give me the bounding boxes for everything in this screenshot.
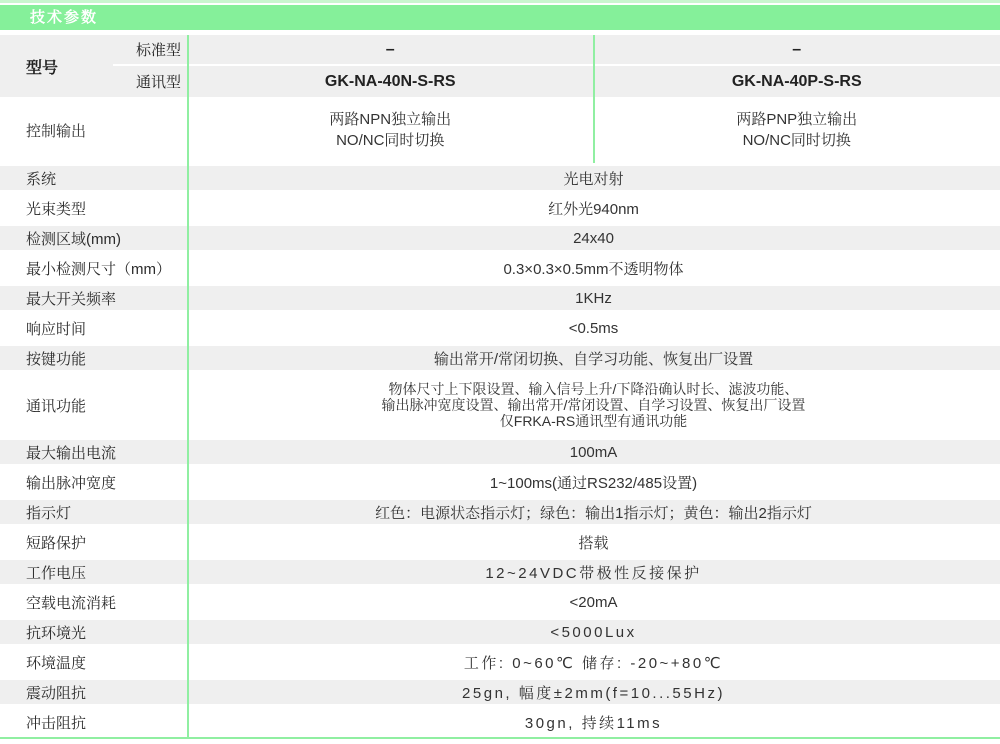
label-column-divider	[187, 35, 189, 737]
spec-value: 输出常开/常闭切换、自学习功能、恢复出厂设置	[433, 350, 754, 368]
spec-row-button-function	[0, 343, 1000, 373]
spec-row-beam-type	[0, 193, 1000, 223]
spec-label: 光束类型	[26, 200, 87, 218]
model-subrow-comm	[113, 66, 1000, 97]
control-output-line: NO/NC同时切换	[336, 132, 445, 149]
model-row-label: 型号	[26, 59, 59, 77]
control-output-col2	[594, 109, 1000, 151]
spec-label: 最大输出电流	[26, 444, 117, 462]
spec-value: 1KHz	[575, 289, 612, 307]
spec-value: 红外光940nm	[548, 200, 639, 218]
spec-row-vibration	[0, 677, 1000, 707]
spec-label: 按键功能	[26, 350, 87, 368]
spec-row-comm-function	[0, 373, 1000, 437]
model-subrows	[113, 35, 1000, 97]
spec-value: 1~100ms(通过RS232/485设置)	[489, 474, 698, 492]
spec-label: 工作电压	[26, 564, 87, 582]
spec-value: 12~24VDC带极性反接保护	[485, 564, 702, 582]
spec-value: 24x40	[573, 229, 614, 247]
spec-value: 25gn, 幅度±2mm(f=10...55Hz)	[462, 684, 725, 702]
model-name-col1: GK-NA-40N-S-RS	[324, 72, 456, 90]
section-title: 技术参数	[30, 9, 99, 26]
spec-value: 搭载	[578, 534, 609, 552]
spec-label: 响应时间	[26, 320, 87, 338]
spec-row-max-switch-freq	[0, 283, 1000, 313]
spec-row-output-pulse-width	[0, 467, 1000, 497]
spec-row-max-output-current	[0, 437, 1000, 467]
spec-value	[187, 381, 1000, 429]
spec-row-ambient-temp	[0, 647, 1000, 677]
spec-label: 最小检测尺寸（mm）	[26, 260, 171, 278]
spec-value: 30gn, 持续11ms	[524, 714, 663, 732]
spec-row-shock	[0, 707, 1000, 737]
spec-row-response-time	[0, 313, 1000, 343]
spec-label: 控制输出	[26, 122, 87, 140]
comm-function-line: 物体尺寸上下限设置、输入信号上升/下降沿确认时长、滤波功能、	[388, 381, 799, 397]
spec-row-short-circuit	[0, 527, 1000, 557]
spec-value: <5000Lux	[550, 623, 637, 641]
spec-label: 环境温度	[26, 654, 87, 672]
section-title-bar	[0, 5, 1000, 30]
spec-table	[0, 35, 1000, 739]
spec-label: 震动阻抗	[26, 684, 87, 702]
spec-value: 光电对射	[563, 170, 624, 188]
spec-value: <0.5ms	[568, 319, 619, 337]
spec-label: 抗环境光	[26, 624, 87, 642]
spec-value: <20mA	[569, 593, 618, 611]
model-type-label: 标准型	[135, 42, 181, 59]
control-output-line: 两路NPN独立输出	[329, 111, 452, 128]
spec-value: 100mA	[569, 443, 618, 461]
spec-label: 空载电流消耗	[26, 594, 117, 612]
spec-value: 0.3×0.3×0.5mm不透明物体	[503, 260, 684, 278]
model-subrow-standard	[113, 35, 1000, 66]
spec-row-system	[0, 163, 1000, 193]
model-row	[0, 35, 1000, 97]
spec-label: 最大开关频率	[26, 290, 117, 308]
control-output-line: NO/NC同时切换	[742, 132, 851, 149]
spec-label: 指示灯	[26, 504, 72, 522]
product-column-divider	[593, 35, 595, 163]
control-output-line: 两路PNP独立输出	[736, 111, 858, 128]
spec-label: 短路保护	[26, 534, 87, 552]
spec-label: 输出脉冲宽度	[26, 474, 117, 492]
comm-function-line: 仅FRKA-RS通讯型有通讯功能	[499, 413, 688, 429]
model-standard-col2: –	[792, 40, 802, 58]
spec-label: 系统	[26, 170, 57, 188]
spec-row-ambient-light	[0, 617, 1000, 647]
spec-row-no-load-current	[0, 587, 1000, 617]
spec-row-indicator	[0, 497, 1000, 527]
spec-row-min-detect-size	[0, 253, 1000, 283]
top-accent-strip	[0, 0, 1000, 3]
model-type-label: 通讯型	[135, 74, 181, 91]
spec-row-working-voltage	[0, 557, 1000, 587]
spec-row-detect-area	[0, 223, 1000, 253]
spec-label: 冲击阻抗	[26, 714, 87, 732]
spec-label: 通讯功能	[26, 397, 87, 415]
spec-label: 检测区域(mm)	[26, 230, 121, 248]
comm-function-line: 输出脉冲宽度设置、输出常开/常闭设置、自学习设置、恢复出厂设置	[381, 397, 806, 413]
spec-value: 红色：电源状态指示灯；绿色：输出1指示灯；黄色：输出2指示灯	[375, 504, 812, 522]
control-output-row	[0, 97, 1000, 163]
model-standard-col1: –	[385, 40, 395, 58]
spec-value: 工作: 0~60℃ 储存: -20~+80℃	[463, 654, 724, 672]
control-output-col1	[187, 109, 594, 151]
model-name-col2: GK-NA-40P-S-RS	[731, 72, 862, 90]
